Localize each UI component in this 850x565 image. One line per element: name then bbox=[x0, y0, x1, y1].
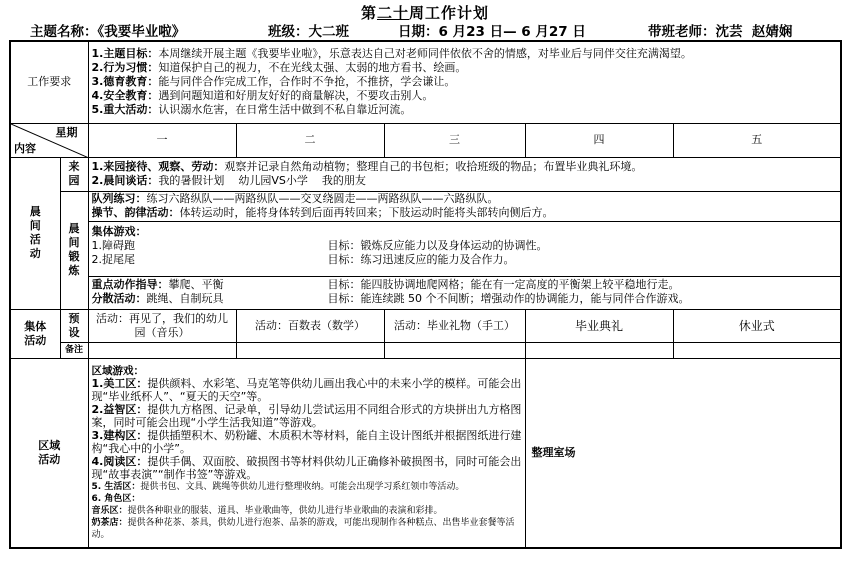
requirement-text: 本周继续开展主题《我要毕业啦》，乐意表达自己对老师同伴依依不舍的情感，对毕业后与同伴交往充满渴望。 bbox=[158, 47, 692, 61]
plan-table bbox=[9, 40, 842, 549]
requirement-title: 5.重大活动： bbox=[91, 103, 159, 117]
weekday-thursday: 四 bbox=[525, 123, 673, 157]
group-activity-target: 目标：能连续跳 50 个不间断；增强动作的协调能力，能与同伴合作游戏。 bbox=[327, 291, 690, 305]
cleanup-content bbox=[525, 358, 841, 548]
role-item-text: 提供各种花茶、茶具，供幼儿进行泡茶、品茶的游戏，可能出现制作各种糕点、出售毕业套餐等活动。 bbox=[91, 517, 515, 540]
note-thursday bbox=[525, 342, 673, 358]
weekday-wednesday: 三 bbox=[384, 123, 525, 157]
preset-label-text: 预设 bbox=[68, 311, 80, 339]
collective-activity-text: 集体活动 bbox=[24, 319, 47, 347]
morning-exercise-row bbox=[10, 191, 841, 221]
game-name: 2.捉尾尾 bbox=[91, 252, 135, 266]
collective-preset-row bbox=[10, 309, 841, 342]
requirement-text: 遇到问题知道和好朋友好好的商量解决，不要攻击别人。 bbox=[158, 89, 434, 103]
date-label: 日期： bbox=[398, 24, 439, 40]
arrival-line-title: 1.来园接待、观察、劳动： bbox=[91, 160, 225, 173]
week-prefix: 第 bbox=[360, 4, 377, 22]
game-item bbox=[92, 253, 838, 267]
role-item bbox=[92, 517, 522, 541]
weekday-header-row bbox=[10, 123, 841, 157]
area-small-item bbox=[92, 481, 522, 493]
requirement-item bbox=[92, 103, 838, 117]
exercise-content bbox=[88, 191, 841, 221]
class-value: 大二班 bbox=[308, 24, 349, 40]
theme-line bbox=[30, 20, 185, 40]
game-target: 目标：锻炼反应能力以及身体运动的协调性。 bbox=[327, 238, 548, 252]
key-guidance-text: 攀爬、平衡 bbox=[168, 277, 224, 291]
requirement-title: 1.主题目标： bbox=[91, 47, 159, 61]
weekday-friday: 五 bbox=[673, 123, 841, 157]
game-target: 目标：练习迅速反应的能力及合作力。 bbox=[327, 252, 515, 266]
area-item-title: 2.益智区： bbox=[91, 402, 148, 416]
arrival-label bbox=[60, 157, 88, 191]
arrival-line bbox=[92, 160, 838, 174]
exercise-line-text: 练习六路纵队——两路纵队——交叉绕圆走——两路纵队——六路纵队。 bbox=[146, 192, 499, 205]
corner-top-label: 星期 bbox=[55, 125, 78, 139]
date-line bbox=[398, 20, 586, 40]
collective-day-tuesday: 活动：百数表（数学） bbox=[236, 309, 384, 342]
role-item-title: 奶茶店： bbox=[91, 517, 128, 528]
area-item bbox=[92, 455, 522, 481]
area-activity-row bbox=[10, 358, 841, 548]
weekday-monday: 一 bbox=[88, 123, 236, 157]
key-guidance-line bbox=[92, 278, 838, 292]
group-activity-title: 分散活动： bbox=[91, 291, 147, 305]
area-item-text: 提供九方格图、记录单，引导幼儿尝试运用不同组合形式的方块拼出九方格图案，同时可能会出现“小学生活我知道”等游戏。 bbox=[91, 402, 522, 429]
area-item-title: 1.美工区： bbox=[91, 376, 148, 390]
note-monday bbox=[88, 342, 236, 358]
role-item bbox=[92, 505, 522, 517]
work-requirements-content bbox=[88, 41, 841, 123]
area-item bbox=[92, 377, 522, 403]
key-guidance-title: 重点动作指导： bbox=[91, 277, 169, 291]
arrival-content bbox=[88, 157, 841, 191]
role-area-title: 6. 角色区： bbox=[91, 493, 141, 504]
group-activity-text: 跳绳、自制玩具 bbox=[146, 291, 224, 305]
note-label: 备注 bbox=[60, 342, 88, 358]
theme-value: 《我要毕业啦》 bbox=[97, 24, 186, 40]
corner-bottom-label: 内容 bbox=[14, 141, 36, 155]
arrival-label-text: 来园 bbox=[68, 160, 80, 187]
exercise-line-text: 体转运动时，能将身体转到后面再转回来；下肢运动时能将头部转向侧后方。 bbox=[179, 206, 554, 219]
morning-activity-label bbox=[10, 157, 60, 309]
area-item-text: 提供颜料、水彩笔、马克笔等供幼儿画出我心中的未来小学的模样。可能会出现“毕业纸杯人”、“夏天的天空”等。 bbox=[91, 376, 522, 403]
requirement-item bbox=[92, 75, 838, 89]
weekday-corner-cell bbox=[10, 123, 88, 157]
role-item-text: 提供各种职业的服装、道具、毕业歌曲等，供幼儿进行毕业歌曲的表演和彩排。 bbox=[127, 505, 443, 516]
exercise-label bbox=[60, 191, 88, 309]
arrival-line-text: 观察并记录自然角动植物；整理自己的书包柜；收拾班级的物品；布置毕业典礼环境。 bbox=[224, 160, 643, 173]
class-label: 班级： bbox=[268, 24, 309, 40]
week-number: 二十 bbox=[376, 4, 409, 22]
exercise-line-title: 操节、韵律活动： bbox=[91, 206, 180, 219]
work-requirements-row bbox=[10, 41, 841, 123]
role-item-title: 音乐区： bbox=[91, 505, 128, 516]
collective-day-friday: 休业式 bbox=[673, 309, 841, 342]
area-games-content bbox=[88, 358, 525, 548]
games-content bbox=[88, 221, 841, 309]
arrival-line-text: 我的暑假计划 幼儿园VS小学 我的朋友 bbox=[158, 174, 366, 187]
exercise-line bbox=[92, 192, 838, 206]
games-title: 集体游戏： bbox=[91, 224, 147, 238]
requirement-text: 认识溺水危害，在日常生活中做到不私自靠近河流。 bbox=[158, 103, 412, 117]
note-friday bbox=[673, 342, 841, 358]
collective-activity-label bbox=[10, 309, 60, 358]
weekday-tuesday: 二 bbox=[236, 123, 384, 157]
morning-arrival-row bbox=[10, 157, 841, 191]
note-wednesday bbox=[384, 342, 525, 358]
exercise-line bbox=[92, 206, 838, 220]
week-suffix: 周工作计划 bbox=[409, 4, 490, 22]
area-small-item-text: 提供书包、文具、跳绳等供幼儿进行整理收纳。可能会出现学习系红领巾等活动。 bbox=[140, 481, 465, 492]
area-activity-text: 区域活动 bbox=[38, 438, 61, 466]
morning-activity-text: 晨间活动 bbox=[29, 205, 41, 260]
area-item-title: 4.阅读区： bbox=[91, 454, 148, 468]
area-item-text: 提供手偶、双面胶、破损图书等材料供幼儿正确修补破损图书，同时可能会出现“故事表演”“制作书签”等游戏。 bbox=[91, 454, 522, 481]
arrival-line-title: 2.晨间谈话： bbox=[91, 174, 159, 187]
requirement-text: 知道保护自己的视力，不在光线太强、太弱的地方看书、绘画。 bbox=[158, 61, 467, 75]
area-item bbox=[92, 429, 522, 455]
requirement-text: 能与同伴合作完成工作，合作时不争抢，不推挤，学会谦让。 bbox=[158, 75, 456, 89]
collective-day-monday: 活动：再见了，我们的幼儿园（音乐） bbox=[88, 309, 236, 342]
key-guidance-target: 目标：能四肢协调地爬网格；能在有一定高度的平衡架上较平稳地行走。 bbox=[327, 277, 680, 291]
teacher-label: 带班老师： bbox=[648, 24, 716, 40]
area-games-title: 区域游戏： bbox=[91, 364, 144, 377]
requirement-item bbox=[92, 61, 838, 75]
work-requirements-label: 工作要求 bbox=[10, 41, 88, 123]
requirement-item bbox=[92, 47, 838, 61]
collective-games-block bbox=[89, 225, 841, 277]
collective-day-wednesday: 活动：毕业礼物（手工） bbox=[384, 309, 525, 342]
area-activity-label bbox=[10, 358, 88, 548]
date-value: 6 月23 日— 6 月27 日 bbox=[438, 24, 586, 40]
teacher-line bbox=[648, 20, 792, 40]
teacher-value: 沈芸 赵婧娴 bbox=[715, 24, 793, 40]
exercise-line-title: 队列练习： bbox=[91, 192, 147, 205]
group-activity-line bbox=[92, 292, 838, 306]
requirement-title: 4.安全教育： bbox=[91, 89, 159, 103]
cleanup-title: 整理室场 bbox=[531, 445, 576, 459]
guidance-block bbox=[89, 277, 841, 306]
note-tuesday bbox=[236, 342, 384, 358]
area-small-item-title: 5. 生活区： bbox=[91, 481, 141, 492]
class-line bbox=[268, 20, 349, 40]
morning-games-row bbox=[10, 221, 841, 309]
preset-label bbox=[60, 309, 88, 342]
game-name: 1.障碍跑 bbox=[91, 238, 135, 252]
arrival-line bbox=[92, 174, 838, 188]
exercise-label-text: 晨间锻炼 bbox=[68, 222, 80, 277]
area-item-text: 提供插塑积木、奶粉罐、木质积木等材料，能自主设计图纸并根据图纸进行建构“我心中的小学”。 bbox=[91, 428, 522, 455]
area-item-title: 3.建构区： bbox=[91, 428, 148, 442]
requirement-item bbox=[92, 89, 838, 103]
requirement-title: 3.德育教育： bbox=[91, 75, 159, 89]
area-item bbox=[92, 403, 522, 429]
theme-label: 主题名称： bbox=[30, 24, 98, 40]
game-item bbox=[92, 239, 838, 253]
requirement-title: 2.行为习惯： bbox=[91, 61, 159, 75]
collective-note-row bbox=[10, 342, 841, 358]
collective-day-thursday: 毕业典礼 bbox=[525, 309, 673, 342]
